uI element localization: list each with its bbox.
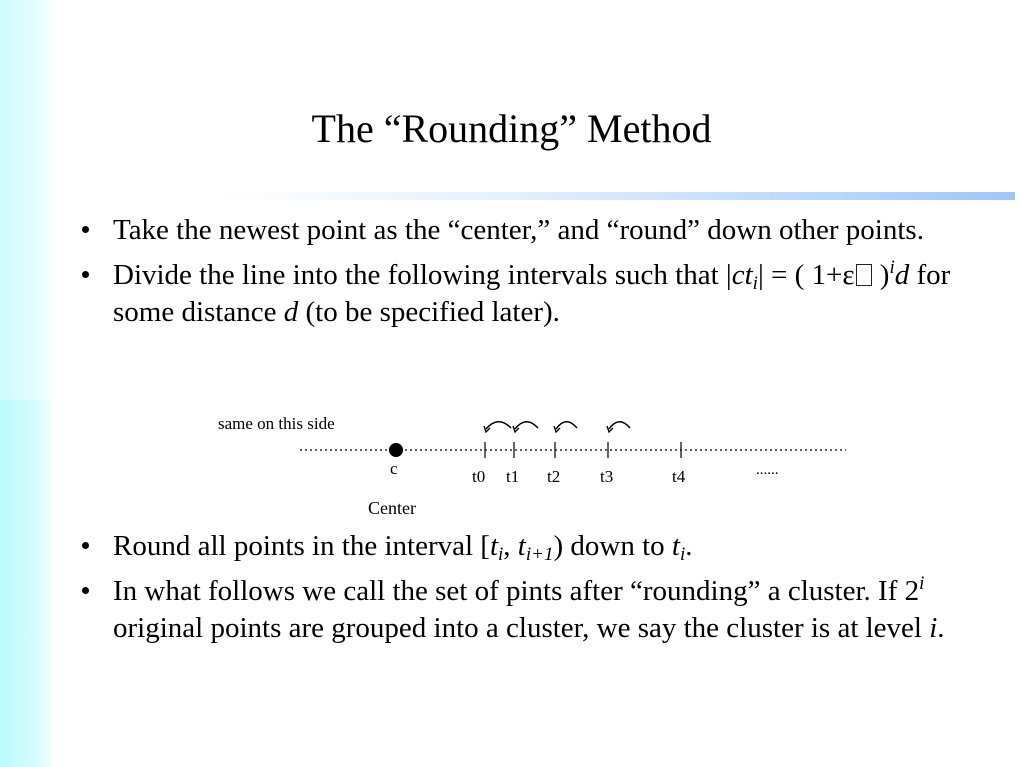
bullet-2-ct-subscript: i <box>752 273 758 294</box>
tick-label-t3: t3 <box>600 467 614 486</box>
bullet-2-text-c: ) <box>872 259 890 291</box>
bullet-dot-icon <box>82 587 89 594</box>
bullet-3-text-a: Round all points in the interval [ <box>113 530 490 562</box>
bullet-3-t-first: t <box>489 530 499 562</box>
slide-title: The “Rounding” Method <box>311 106 712 151</box>
bullet-list-top <box>82 212 982 339</box>
center-label: Center <box>368 498 416 518</box>
center-point-marker <box>389 443 403 457</box>
rounding-arrow-icon <box>556 422 577 429</box>
bullet-3-t-third: t <box>671 530 680 562</box>
bullet-2-text-a: Divide the line into the following intervals such that | <box>113 259 732 291</box>
bullet-3-comma: , <box>503 530 518 562</box>
center-point-label: c <box>390 459 398 478</box>
bullet-3-period: . <box>685 530 693 562</box>
bullet-dot-icon <box>82 226 89 233</box>
bullet-4-text-a: In what follows we call the set of pints after “rounding” a cluster. If 2 <box>113 575 920 607</box>
bullet-3 <box>82 528 982 565</box>
bullet-3-sub-third: i <box>679 544 686 565</box>
bullet-4-level: i <box>929 612 938 644</box>
missing-glyph-box-icon <box>856 264 872 286</box>
left-accent-bar-top <box>0 0 51 400</box>
rounding-intervals-diagram <box>208 402 858 527</box>
bullet-2-text-d: for some distance <box>113 259 951 328</box>
bullet-2-d-second: d <box>283 296 299 328</box>
bullet-2-ct: ct <box>731 259 753 291</box>
bullet-2-text-b: | = ( 1+ε <box>757 259 855 291</box>
side-label: same on this side <box>218 414 335 433</box>
bullet-4 <box>82 573 982 647</box>
bullet-dot-icon <box>82 542 89 549</box>
tick-label-t2: t2 <box>547 467 561 486</box>
bullet-4-text-b: original points are grouped into a cluster, we say the cluster is at level <box>113 612 930 644</box>
bullet-2-exponent: i <box>889 257 895 278</box>
bullet-3-text-b: ) down to <box>553 530 672 562</box>
left-accent-bar-bottom <box>0 400 51 767</box>
bullet-2-d: d <box>894 259 910 291</box>
bullet-3-sub-second: i+1 <box>525 544 554 565</box>
bullet-3-sub-first: i <box>498 544 504 565</box>
bullet-2-text-e: (to be specified later). <box>298 296 560 328</box>
continuation-ellipsis: ...... <box>756 462 779 478</box>
bullet-1 <box>82 212 982 249</box>
bullet-dot-icon <box>82 271 89 278</box>
bullet-3-t-second: t <box>517 530 526 562</box>
number-line-figure <box>208 402 858 527</box>
tick-label-t1: t1 <box>506 467 520 486</box>
bullet-list-bottom <box>82 528 982 655</box>
rounding-arrow-icon <box>609 422 630 429</box>
title-underline-rule <box>220 192 1015 200</box>
bullet-4-exponent: i <box>919 573 925 594</box>
bullet-4-period: . <box>937 612 945 644</box>
tick-label-t4: t4 <box>672 467 686 486</box>
bullet-2 <box>82 257 982 331</box>
tick-label-t0: t0 <box>472 467 486 486</box>
bullet-1-text: Take the newest point as the “center,” and “round” down other points. <box>113 214 924 246</box>
